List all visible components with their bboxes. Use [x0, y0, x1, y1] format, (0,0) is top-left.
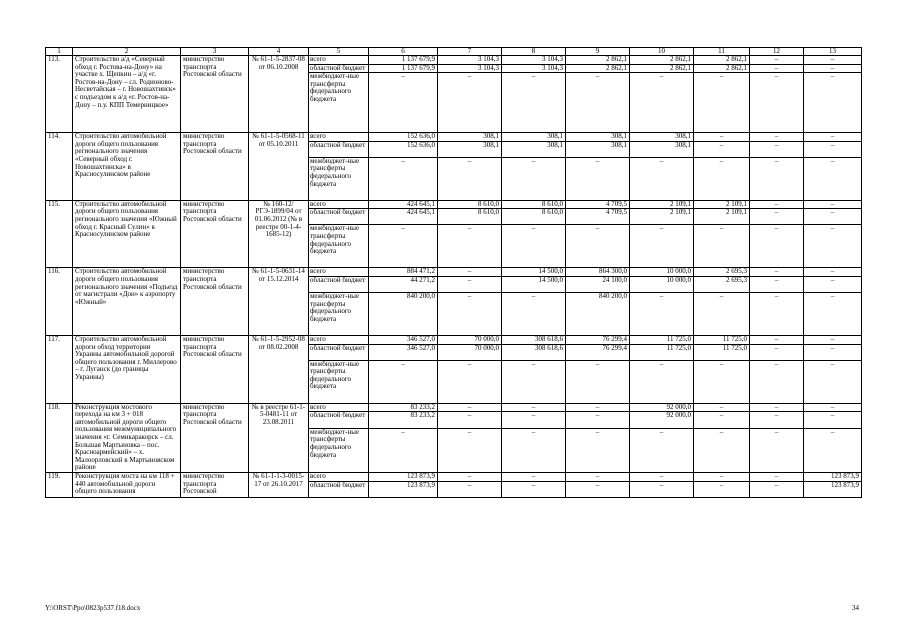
amount-cell: – — [804, 335, 862, 344]
amount-cell: – — [630, 481, 694, 497]
amount-cell: – — [369, 157, 438, 200]
amount-cell: 1 137 679,9 — [369, 64, 438, 73]
amount-cell: – — [566, 225, 630, 268]
amount-cell: 92 000,0 — [630, 412, 694, 428]
amount-cell: – — [804, 403, 862, 412]
amount-cell: 308,1 — [438, 133, 502, 142]
amount-cell: 2 862,1 — [566, 64, 630, 73]
amount-cell: – — [566, 428, 630, 472]
amount-cell: 8 610,0 — [502, 200, 566, 209]
amount-cell: – — [804, 268, 862, 277]
amount-cell: – — [502, 73, 566, 133]
amount-cell: 123 873,9 — [804, 481, 862, 497]
amount-cell: 123 873,9 — [369, 472, 438, 481]
item-number: 115. — [46, 200, 73, 268]
amount-cell: – — [694, 157, 750, 200]
amount-cell: – — [502, 428, 566, 472]
approval-document: № 61-1-5-0568-11 от 05.10.2011 — [249, 133, 309, 201]
amount-cell: 152 636,0 — [369, 133, 438, 142]
amount-cell: – — [804, 200, 862, 209]
amount-cell: – — [438, 276, 502, 292]
amount-cell: 346 527,0 — [369, 335, 438, 344]
approval-document: № 61-1-5-0631-14 от 15.12.2014 — [249, 268, 309, 336]
column-number: 6 — [369, 48, 438, 56]
funding-source: межбюджет-ные трансферты федерального бюджета — [309, 157, 369, 200]
approval-document: № 160-12/ РГЭ-1899/04 от 01.06.2012 (№ в реестре 00-1-4-1685-12) — [249, 200, 309, 268]
amount-cell: 11 725,0 — [630, 335, 694, 344]
responsible-body: министерство транспорта Ростовской области — [181, 133, 249, 201]
amount-cell: – — [750, 225, 804, 268]
amount-cell: 3 104,3 — [438, 64, 502, 73]
amount-cell: – — [566, 360, 630, 403]
amount-cell: 44 271,2 — [369, 276, 438, 292]
amount-cell: – — [438, 403, 502, 412]
amount-cell: 92 000,0 — [630, 403, 694, 412]
amount-cell: – — [502, 292, 566, 335]
responsible-body: министерство транспорта Ростовской области — [181, 200, 249, 268]
amount-cell: – — [750, 428, 804, 472]
table-row — [46, 472, 862, 481]
table-row — [46, 133, 862, 142]
amount-cell: – — [369, 73, 438, 133]
amount-cell: – — [804, 360, 862, 403]
amount-cell: – — [804, 73, 862, 133]
funding-source: всего — [309, 133, 369, 142]
amount-cell: – — [804, 276, 862, 292]
amount-cell: – — [804, 292, 862, 335]
document-sheet — [45, 47, 861, 498]
amount-cell: 308,1 — [566, 133, 630, 142]
funding-source: всего — [309, 268, 369, 277]
amount-cell: – — [502, 157, 566, 200]
amount-cell: 308,1 — [502, 133, 566, 142]
amount-cell: – — [804, 209, 862, 225]
amount-cell: – — [630, 73, 694, 133]
amount-cell: – — [502, 481, 566, 497]
amount-cell: – — [502, 412, 566, 428]
amount-cell: 2 695,3 — [694, 268, 750, 277]
amount-cell: – — [502, 472, 566, 481]
column-number: 10 — [630, 48, 694, 56]
item-number: 113. — [46, 56, 73, 133]
column-number: 3 — [181, 48, 249, 56]
column-number-row — [46, 48, 862, 56]
item-number: 116. — [46, 268, 73, 336]
amount-cell: 308,1 — [438, 141, 502, 157]
column-number: 2 — [73, 48, 181, 56]
funding-source: областной бюджет — [309, 412, 369, 428]
amount-cell: – — [804, 141, 862, 157]
amount-cell: – — [694, 481, 750, 497]
amount-cell: – — [438, 292, 502, 335]
amount-cell: – — [804, 412, 862, 428]
amount-cell: 308,1 — [630, 141, 694, 157]
amount-cell: – — [750, 335, 804, 344]
responsible-body: министерство транспорта Ростовской области — [181, 268, 249, 336]
amount-cell: 308 618,6 — [502, 335, 566, 344]
amount-cell: – — [750, 268, 804, 277]
amount-cell: – — [804, 157, 862, 200]
amount-cell: 308,1 — [630, 133, 694, 142]
amount-cell: 8 610,0 — [438, 200, 502, 209]
funding-source: областной бюджет — [309, 481, 369, 497]
amount-cell: – — [438, 412, 502, 428]
funding-source: всего — [309, 335, 369, 344]
amount-cell: – — [438, 268, 502, 277]
funding-source: областной бюджет — [309, 64, 369, 73]
amount-cell: 14 500,0 — [502, 276, 566, 292]
approval-document: № 61-1-1-3-0015-17 от 26.10.2017 — [249, 472, 309, 497]
amount-cell: – — [502, 225, 566, 268]
amount-cell: – — [566, 157, 630, 200]
amount-cell: 840 200,0 — [369, 292, 438, 335]
amount-cell: 2 109,1 — [694, 200, 750, 209]
column-number: 8 — [502, 48, 566, 56]
amount-cell: – — [566, 472, 630, 481]
amount-cell: 424 645,1 — [369, 200, 438, 209]
item-number: 117. — [46, 335, 73, 403]
amount-cell: 123 873,9 — [804, 472, 862, 481]
amount-cell: – — [438, 73, 502, 133]
amount-cell: – — [630, 472, 694, 481]
amount-cell: 8 610,0 — [502, 209, 566, 225]
amount-cell: 70 000,0 — [438, 344, 502, 360]
amount-cell: – — [694, 428, 750, 472]
amount-cell: 3 104,3 — [438, 56, 502, 65]
amount-cell: – — [438, 472, 502, 481]
amount-cell: 2 862,1 — [694, 64, 750, 73]
amount-cell: – — [630, 360, 694, 403]
column-number: 7 — [438, 48, 502, 56]
item-number: 118. — [46, 403, 73, 472]
amount-cell: 83 233,2 — [369, 403, 438, 412]
amount-cell: – — [502, 403, 566, 412]
amount-cell: 346 527,0 — [369, 344, 438, 360]
approval-document: № 61-1-5-2952-08 от 08.02.2008 — [249, 335, 309, 403]
column-number: 11 — [694, 48, 750, 56]
amount-cell: 3 104,3 — [502, 56, 566, 65]
amount-cell: – — [750, 64, 804, 73]
amount-cell: – — [694, 292, 750, 335]
amount-cell: 2 109,1 — [694, 209, 750, 225]
amount-cell: – — [750, 141, 804, 157]
amount-cell: – — [694, 403, 750, 412]
amount-cell: 884 471,2 — [369, 268, 438, 277]
table-row — [46, 335, 862, 344]
responsible-body: министерство транспорта Ростовской области — [181, 403, 249, 472]
funding-source: всего — [309, 200, 369, 209]
amount-cell: 308,1 — [502, 141, 566, 157]
amount-cell: – — [438, 481, 502, 497]
amount-cell: – — [694, 133, 750, 142]
project-name: Строительство автомобильной дороги обход территории Украины автомобильной дорогой общего пользования г. Миллерово – г. Луганск (до границы Украины) — [73, 335, 181, 403]
amount-cell: – — [630, 157, 694, 200]
amount-cell: – — [369, 225, 438, 268]
funding-source: межбюджет-ные трансферты федерального бюджета — [309, 428, 369, 472]
amount-cell: – — [502, 360, 566, 403]
amount-cell: – — [804, 133, 862, 142]
amount-cell: 2 109,1 — [630, 200, 694, 209]
item-number: 114. — [46, 133, 73, 201]
amount-cell: 8 610,0 — [438, 209, 502, 225]
table-row — [46, 56, 862, 65]
funding-source: межбюджет-ные трансферты федерального бюджета — [309, 225, 369, 268]
approval-document: № 61-1-5-2837-08 от 06.10.2008 — [249, 56, 309, 133]
amount-cell: 3 104,3 — [502, 64, 566, 73]
amount-cell: – — [630, 428, 694, 472]
amount-cell: 11 725,0 — [630, 344, 694, 360]
amount-cell: 76 299,4 — [566, 344, 630, 360]
amount-cell: – — [750, 56, 804, 65]
amount-cell: – — [804, 225, 862, 268]
amount-cell: 424 645,1 — [369, 209, 438, 225]
amount-cell: 2 695,3 — [694, 276, 750, 292]
amount-cell: 2 109,1 — [630, 209, 694, 225]
amount-cell: – — [750, 403, 804, 412]
amount-cell: – — [566, 412, 630, 428]
amount-cell: – — [369, 360, 438, 403]
amount-cell: – — [438, 360, 502, 403]
amount-cell: 308 618,6 — [502, 344, 566, 360]
amount-cell: – — [694, 360, 750, 403]
column-number: 4 — [249, 48, 309, 56]
amount-cell: 10 000,0 — [630, 276, 694, 292]
amount-cell: – — [750, 412, 804, 428]
item-number: 119. — [46, 472, 73, 497]
funding-source: межбюджет-ные трансферты федерального бюджета — [309, 73, 369, 133]
funding-source: межбюджет-ные трансферты федерального бюджета — [309, 360, 369, 403]
project-name: Строительство автомобильной дороги общего пользования регионального значения «Северный обход г. Новошахтинска» в Красносулинском районе — [73, 133, 181, 201]
project-name: Реконструкция моста на км 118 + 440 автомобильной дороги общего пользования — [73, 472, 181, 497]
amount-cell: 76 299,4 — [566, 335, 630, 344]
amount-cell: 864 300,0 — [566, 268, 630, 277]
amount-cell: 1 137 679,9 — [369, 56, 438, 65]
amount-cell: – — [804, 56, 862, 65]
amount-cell: 24 100,0 — [566, 276, 630, 292]
amount-cell: – — [750, 73, 804, 133]
column-number: 9 — [566, 48, 630, 56]
column-number: 5 — [309, 48, 369, 56]
amount-cell: 11 725,0 — [694, 344, 750, 360]
amount-cell: – — [750, 200, 804, 209]
amount-cell: 2 862,1 — [566, 56, 630, 65]
table-row — [46, 268, 862, 277]
amount-cell: 2 862,1 — [630, 56, 694, 65]
funding-source: областной бюджет — [309, 276, 369, 292]
amount-cell: – — [750, 344, 804, 360]
amount-cell: – — [566, 403, 630, 412]
amount-cell: – — [694, 141, 750, 157]
column-number: 12 — [750, 48, 804, 56]
approval-document: № в реестре 61-1-5-0481-11 от 23.08.2011 — [249, 403, 309, 472]
amount-cell: – — [694, 412, 750, 428]
amount-cell: – — [750, 481, 804, 497]
amount-cell: – — [694, 472, 750, 481]
responsible-body: министерство транспорта Ростовской области — [181, 335, 249, 403]
project-name: Строительство автомобильной дороги общего пользования регионального значения «Подъезд от магистрали «Дон» к аэропорту «Южный» — [73, 268, 181, 336]
column-number: 1 — [46, 48, 73, 56]
page-number: 34 — [852, 604, 859, 612]
amount-cell: – — [804, 344, 862, 360]
amount-cell: – — [630, 225, 694, 268]
amount-cell: – — [750, 133, 804, 142]
amount-cell: 123 873,9 — [369, 481, 438, 497]
funding-source: областной бюджет — [309, 141, 369, 157]
amount-cell: 14 500,0 — [502, 268, 566, 277]
amount-cell: 840 200,0 — [566, 292, 630, 335]
responsible-body: министерство транспорта Ростовской области — [181, 56, 249, 133]
table-row — [46, 403, 862, 412]
amount-cell: 2 862,1 — [694, 56, 750, 65]
amount-cell: – — [694, 73, 750, 133]
funding-source: областной бюджет — [309, 209, 369, 225]
funding-source: всего — [309, 56, 369, 65]
funding-source: всего — [309, 472, 369, 481]
amount-cell: 4 709,5 — [566, 209, 630, 225]
project-name: Строительство автомобильной дороги общего пользования регионального значения «Южный обход г. Красный Сулин» в Красносулинском районе — [73, 200, 181, 268]
amount-cell: 83 233,2 — [369, 412, 438, 428]
project-name: Строительство а/д «Северный обход г. Ростова-на-Дону» на участке х. Щепкин – а/д «г. Ростов-на-Дону – сл. Родионово-Несветайская – г. Новошахтинск» с подъездом к а/д «г. Ростов-на-Дону – п.у. КПП Темерницкое» — [73, 56, 181, 133]
amount-cell: 152 636,0 — [369, 141, 438, 157]
project-name: Реконструкция мостового перехода на км 3 + 018 автомобильной дороги общего пользования межмуниципального значения «г. Семикаракорск – сл. Большая Мартыновка – пос. Красноармейский» – х. Малоорловский в Мартыновском районе — [73, 403, 181, 472]
amount-cell: – — [694, 225, 750, 268]
amount-cell: – — [566, 73, 630, 133]
amount-cell: – — [804, 428, 862, 472]
amount-cell: – — [750, 209, 804, 225]
column-number: 13 — [804, 48, 862, 56]
responsible-body: министерство транспорта Ростовской — [181, 472, 249, 497]
funding-source: межбюджет-ные трансферты федерального бюджета — [309, 292, 369, 335]
amount-cell: 4 709,5 — [566, 200, 630, 209]
file-path: Y:\ORST\Ppo\0823p537.f18.docx — [45, 604, 141, 612]
amount-cell: 308,1 — [566, 141, 630, 157]
amount-cell: 11 725,0 — [694, 335, 750, 344]
funding-source: областной бюджет — [309, 344, 369, 360]
amount-cell: 10 000,0 — [630, 268, 694, 277]
amount-cell: – — [438, 225, 502, 268]
amount-cell: – — [750, 472, 804, 481]
amount-cell: – — [438, 157, 502, 200]
amount-cell: 70 000,0 — [438, 335, 502, 344]
amount-cell: – — [750, 360, 804, 403]
funding-source: всего — [309, 403, 369, 412]
amount-cell: – — [750, 292, 804, 335]
amount-cell: 2 862,1 — [630, 64, 694, 73]
amount-cell: – — [750, 157, 804, 200]
amount-cell: – — [630, 292, 694, 335]
amount-cell: – — [566, 481, 630, 497]
amount-cell: – — [438, 428, 502, 472]
amount-cell: – — [369, 428, 438, 472]
amount-cell: – — [804, 64, 862, 73]
budget-table — [45, 47, 862, 498]
table-row — [46, 200, 862, 209]
amount-cell: – — [750, 276, 804, 292]
